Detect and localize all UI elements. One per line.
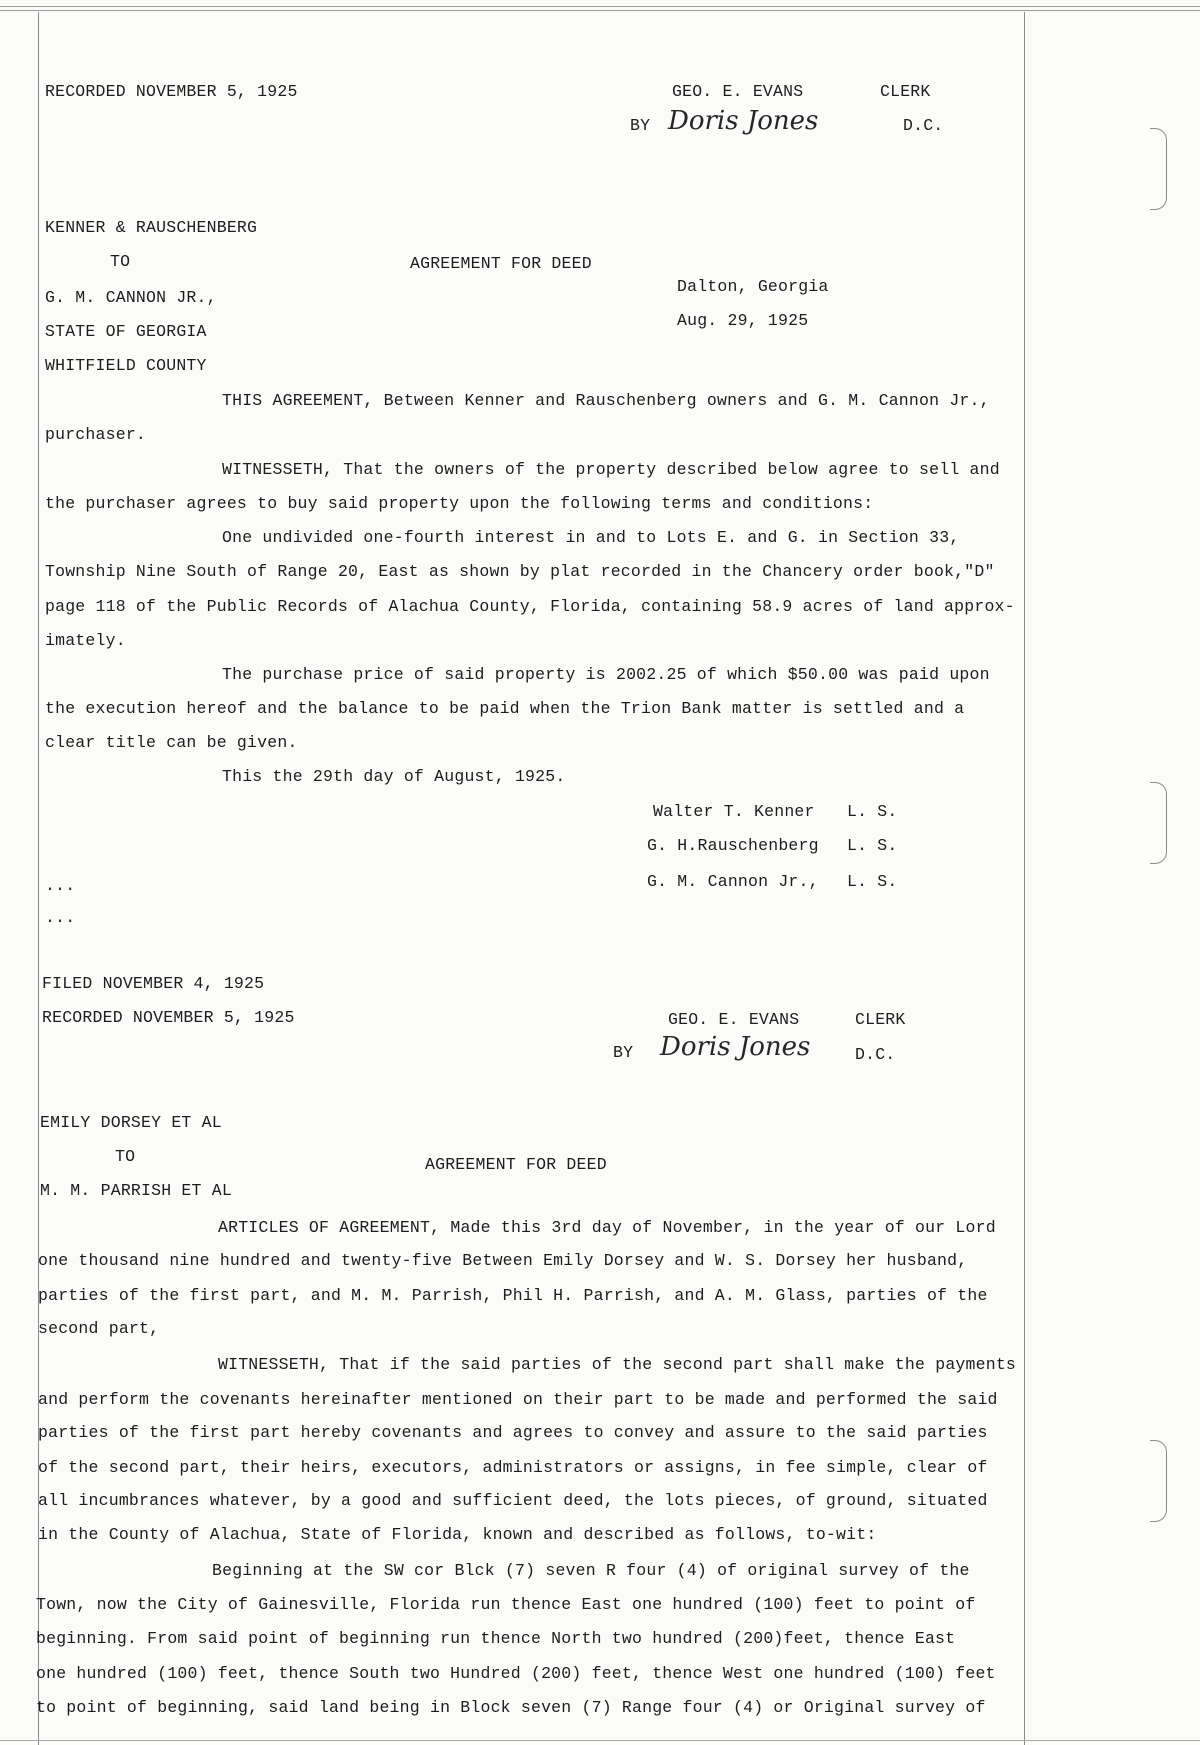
body-line: WITNESSETH, That the owners of the property described below agree to sell and xyxy=(222,460,1000,479)
recorded-date: RECORDED NOVEMBER 5, 1925 xyxy=(45,82,298,101)
body-line: one thousand nine hundred and twenty-five Between Emily Dorsey and W. S. Dorsey her husband, xyxy=(38,1251,968,1270)
body-line: imately. xyxy=(45,631,126,650)
filed-date: FILED NOVEMBER 4, 1925 xyxy=(42,974,265,993)
signer-seal: L. S. xyxy=(847,836,898,855)
clerk-signature: Doris Jones xyxy=(660,1032,811,1062)
body-line: WITNESSETH, That if the said parties of the second part shall make the payments xyxy=(218,1355,1017,1374)
binder-hole xyxy=(1150,1440,1167,1522)
signer-seal: L. S. xyxy=(847,802,898,821)
grantor-name: EMILY DORSEY ET AL xyxy=(40,1113,222,1132)
body-line: Town, now the City of Gainesville, Florida run thence East one hundred (100) feet to point of xyxy=(36,1595,976,1614)
left-margin-line xyxy=(38,12,39,1745)
body-line: second part, xyxy=(38,1319,160,1338)
bottom-rule xyxy=(0,1740,1200,1741)
signer-name: G. M. Cannon Jr., xyxy=(647,872,819,891)
top-rule xyxy=(0,6,1200,7)
binder-hole xyxy=(1150,128,1167,210)
place: Dalton, Georgia xyxy=(677,277,829,296)
document-title: AGREEMENT FOR DEED xyxy=(425,1155,607,1174)
body-line: Beginning at the SW cor Blck (7) seven R four (4) of original survey of the xyxy=(212,1561,970,1580)
body-line: The purchase price of said property is 2002.25 of which $50.00 was paid upon xyxy=(222,665,990,684)
clerk-name: GEO. E. EVANS xyxy=(672,82,804,101)
document-title: AGREEMENT FOR DEED xyxy=(410,254,592,273)
by-label: BY xyxy=(613,1043,634,1062)
binder-hole xyxy=(1150,782,1167,864)
grantor-name: KENNER & RAUSCHENBERG xyxy=(45,218,258,237)
body-line: to point of beginning, said land being in Block seven (7) Range four (4) or Original survey of xyxy=(36,1698,986,1717)
ellipsis: ... xyxy=(45,876,76,895)
body-line: all incumbrances whatever, by a good and sufficient deed, the lots pieces, of ground, situated xyxy=(38,1491,988,1510)
state-label: STATE OF GEORGIA xyxy=(45,322,207,341)
body-line: in the County of Alachua, State of Florida, known and described as follows, to-wit: xyxy=(38,1525,877,1544)
agreement-date: Aug. 29, 1925 xyxy=(677,311,809,330)
body-line: the purchaser agrees to buy said property upon the following terms and conditions: xyxy=(45,494,874,513)
body-line: One undivided one-fourth interest in and to Lots E. and G. in Section 33, xyxy=(222,528,960,547)
top-rule-2 xyxy=(0,10,1200,11)
body-line: parties of the first part hereby covenants and agrees to convey and assure to the said parties xyxy=(38,1423,988,1442)
deputy-clerk-label: D.C. xyxy=(855,1045,896,1064)
body-line: clear title can be given. xyxy=(45,733,298,752)
body-line: and perform the covenants hereinafter mentioned on their part to be made and performed the said xyxy=(38,1390,998,1409)
body-line: Township Nine South of Range 20, East as shown by plat recorded in the Chancery order book,"D" xyxy=(45,562,995,581)
body-line: purchaser. xyxy=(45,425,147,444)
clerk-name: GEO. E. EVANS xyxy=(668,1010,800,1029)
clerk-signature: Doris Jones xyxy=(668,106,819,136)
body-line: the execution hereof and the balance to be paid when the Trion Bank matter is settled and a xyxy=(45,699,965,718)
recorded-date: RECORDED NOVEMBER 5, 1925 xyxy=(42,1008,295,1027)
grantee-name: G. M. CANNON JR., xyxy=(45,288,217,307)
body-line: THIS AGREEMENT, Between Kenner and Rauschenberg owners and G. M. Cannon Jr., xyxy=(222,391,990,410)
body-line: beginning. From said point of beginning run thence North two hundred (200)feet, thence East xyxy=(36,1629,956,1648)
body-line: of the second part, their heirs, executors, administrators or assigns, in fee simple, clear of xyxy=(38,1458,988,1477)
signer-name: G. H.Rauschenberg xyxy=(647,836,819,855)
body-line: ARTICLES OF AGREEMENT, Made this 3rd day of November, in the year of our Lord xyxy=(218,1218,996,1237)
body-line: page 118 of the Public Records of Alachua County, Florida, containing 58.9 acres of land approx- xyxy=(45,597,1015,616)
body-line: one hundred (100) feet, thence South two Hundred (200) feet, thence West one hundred (100) feet xyxy=(36,1664,996,1683)
by-label: BY xyxy=(630,116,651,135)
signer-seal: L. S. xyxy=(847,872,898,891)
county-label: WHITFIELD COUNTY xyxy=(45,356,207,375)
right-margin-line xyxy=(1024,12,1025,1745)
ellipsis: ... xyxy=(45,908,76,927)
body-line: This the 29th day of August, 1925. xyxy=(222,767,566,786)
to-label: TO xyxy=(110,252,131,271)
body-line: parties of the first part, and M. M. Parrish, Phil H. Parrish, and A. M. Glass, parties of the xyxy=(38,1286,988,1305)
grantee-name: M. M. PARRISH ET AL xyxy=(40,1181,232,1200)
deputy-clerk-label: D.C. xyxy=(903,116,944,135)
clerk-title: CLERK xyxy=(855,1010,906,1029)
signer-name: Walter T. Kenner xyxy=(653,802,815,821)
to-label: TO xyxy=(115,1147,136,1166)
clerk-title: CLERK xyxy=(880,82,931,101)
